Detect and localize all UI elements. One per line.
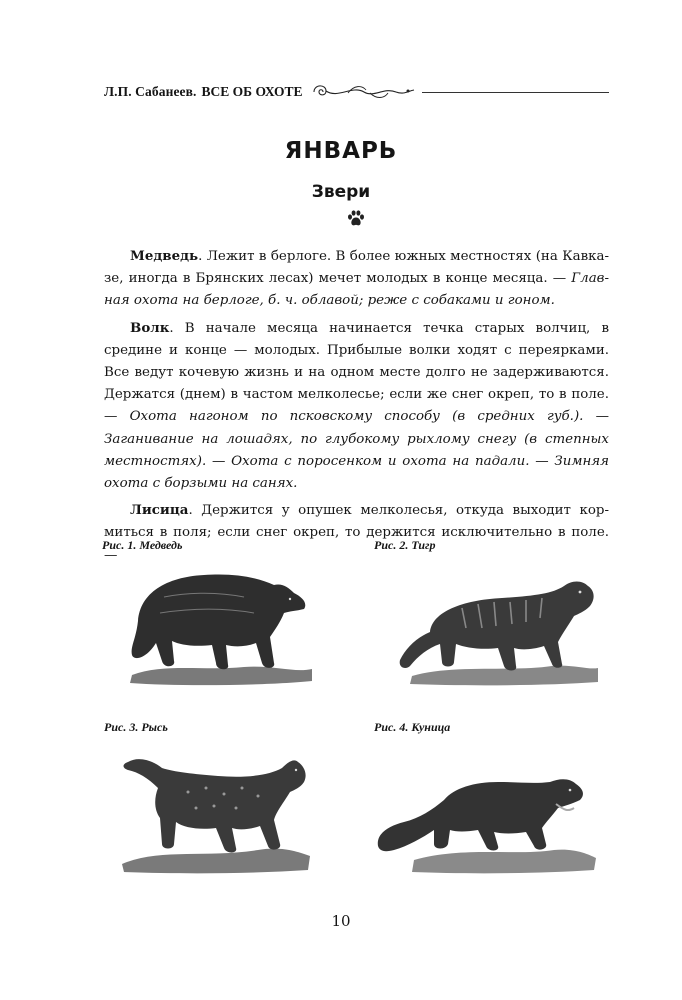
paragraph-fox-text: . Держится у опушек мелколесья, откуда выходит кормиться в поля; если снег окреп, то держится исключительно в поле. — <box>104 503 609 563</box>
term-bear: Медведь <box>130 248 199 264</box>
figure-bear <box>102 538 322 688</box>
figure-caption: Рис. 1. Медведь <box>102 538 183 552</box>
chapter-title: ЯНВАРЬ <box>284 138 398 164</box>
lynx-illustration <box>118 748 313 875</box>
paw-icon <box>347 210 365 227</box>
figure-caption: Рис. 3. Рысь <box>104 720 168 734</box>
figure-caption: Рис. 2. Тигр <box>374 538 436 552</box>
header-author: Л.П. Сабанеев. <box>104 84 197 99</box>
paragraph-bear-text: . Лежит в берлоге. В более южных местностях (на Кавказе, иногда в Брянских лесах) мечет молодых в конце месяца. — <box>104 249 609 287</box>
tiger-illustration <box>392 568 602 688</box>
header-rule <box>422 92 609 93</box>
page-number: 10 <box>331 912 351 930</box>
term-fox: Лисица <box>130 502 189 519</box>
bear-illustration <box>124 563 314 688</box>
body-text <box>104 245 609 567</box>
term-wolf: Волк <box>130 319 170 336</box>
flourish-ornament-icon <box>308 81 418 103</box>
marten-illustration <box>374 760 599 875</box>
figure-tiger <box>374 538 609 688</box>
paragraph-wolf <box>104 317 609 496</box>
paragraph-wolf-text: . В начале месяца начинается течка старых волчиц, в средине и конце — молодых. Прибылые волки ходят с переярками. Все ведут кочевую жизнь и на одном месте долго не задерживаются. Держатся (днем) в частом мелколесье; если же снег окреп, то в поле. — <box>104 320 609 425</box>
figure-caption: Рис. 4. Куница <box>374 720 451 734</box>
paragraph-wolf-italic: Охота нагоном по псковскому способу (в средних губ.). — Заганивание на лошадях, по глубокому рыхлому снегу (в степных местностях). — Охота с поросенком и охота на падали. — Зимняя охота с борзыми на санях. <box>104 409 609 492</box>
header-book-title: ВСЕ ОБ ОХОТЕ <box>201 84 303 99</box>
section-title: Звери <box>311 182 371 202</box>
figure-lynx <box>104 720 319 875</box>
paragraph-bear <box>104 245 609 313</box>
paragraph-bear-italic: Главная охота на берлоге, б. ч. облавой; реже с собаками и гоном. <box>104 271 609 309</box>
running-header <box>104 80 609 104</box>
figure-marten <box>374 720 609 875</box>
